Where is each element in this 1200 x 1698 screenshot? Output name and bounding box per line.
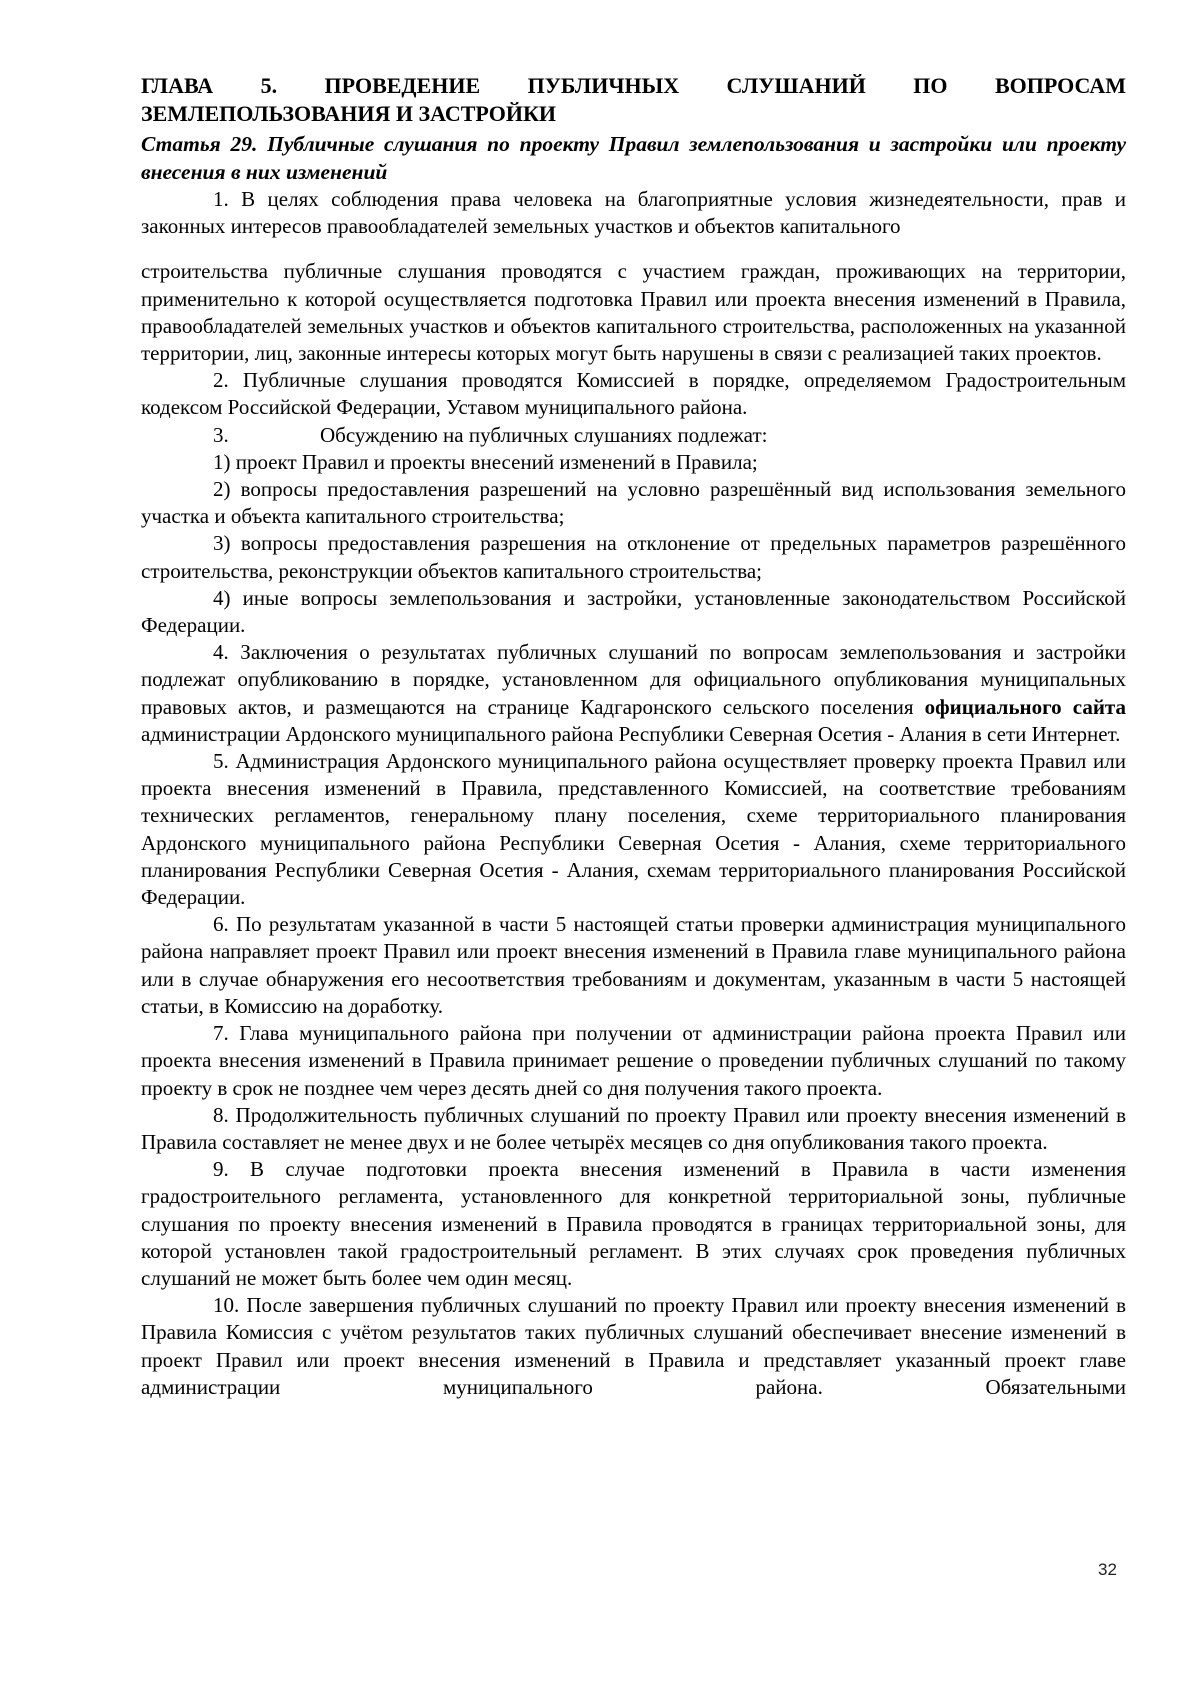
paragraph-4-text: 4. Заключения о результатах публичных слушаний по вопросам землепользования и застройки подлежат опубликованию в порядке, установленном для официального опубликования муниципальных правовых актов, и размещаются на странице Кадгаронского сельского поселения xyxy=(141,640,1126,719)
chapter-heading xyxy=(141,72,1126,128)
list-item: 2) вопросы предоставления разрешений на условно разрешённый вид использования земельного участка и объекта капитального строительства; xyxy=(141,477,1126,529)
list-item: 4) иные вопросы землепользования и застройки, установленные законодательством Российской Федерации. xyxy=(141,585,1126,638)
text-gap xyxy=(141,240,1126,258)
chapter-heading-line2: ЗЕМЛЕПОЛЬЗОВАНИЯ И ЗАСТРОЙКИ xyxy=(141,101,557,126)
paragraph-7: 7. Глава муниципального района при получении от администрации района проекта Правил или проекта внесения изменений в Правила принимает решение о проведении публичных слушаний по такому проекту в срок не позднее чем через десять дней со дня получения такого проекта. xyxy=(141,1021,1126,1100)
paragraph-8: 8. Продолжительность публичных слушаний по проекту Правил или проекту внесения изменений в Правила составляет не менее двух и не более четырёх месяцев со дня опубликования такого проекта. xyxy=(141,1102,1126,1154)
paragraph-9: 9. В случае подготовки проекта внесения изменений в Правила в части изменения градостроительного регламента, установленного для конкретной территориальной зоны, публичные слушания по проекту внесения изменений в Правила проводятся в границах территориальной зоны, для которой установлен такой градостроительный регламент. В этих случаях срок проведения публичных слушаний не может быть более чем один месяц. xyxy=(141,1157,1126,1290)
chapter-heading-line1: ГЛАВА 5. ПРОВЕДЕНИЕ ПУБЛИЧНЫХ СЛУШАНИЙ ПО ВОПРОСАМ xyxy=(141,73,1126,98)
paragraph-3-text: Обсуждению на публичных слушаниях подлежат: xyxy=(320,422,768,447)
paragraph-5: 5. Администрация Ардонского муниципального района осуществляет проверку проекта Правил или проекта внесения изменений в Правила, представленного Комиссией, на соответствие требованиям технических регламентов, генеральному плану поселения, схеме территориального планирования Ардонского муниципального района Республики Северная Осетия - Алания, схеме территориального планирования Республики Северная Осетия - Алания, схемам территориального планирования Российской Федерации. xyxy=(141,749,1126,910)
list-item: 3) вопросы предоставления разрешения на отклонение от предельных параметров разрешённого строительства, реконструкции объектов капитального строительства; xyxy=(141,531,1126,583)
paragraph-4-text-end: администрации Ардонского муниципального района Республики Северная Осетия - Алания в сети Интернет. xyxy=(141,721,1121,746)
paragraph-6: 6. По результатам указанной в части 5 настоящей статьи проверки администрация муниципального района направляет проект Правил или проект внесения изменений в Правила главе муниципального района или в случае обнаружения его несоответствия требованиям и документам, указанным в части 5 настоящей статьи, в Комиссию на доработку. xyxy=(141,912,1126,1018)
page-content xyxy=(141,72,1126,1401)
paragraph-3-number: 3. xyxy=(213,422,229,447)
article-title: Статья 29. Публичные слушания по проекту Правил землепользования и застройки или проекту внесения в них изменений xyxy=(141,132,1126,184)
paragraph-4 xyxy=(141,639,1126,748)
paragraph-1-part1: 1. В целях соблюдения права человека на благоприятные условия жизнедеятельности, прав и законных интересов правообладателей земельных участков и объектов капитального xyxy=(141,187,1126,239)
paragraph-1-part2: строительства публичные слушания проводятся с участием граждан, проживающих на территории, применительно к которой осуществляется подготовка Правил или проекта внесения изменений в Правила, правообладателей земельных участков и объектов капитального строительства, расположенных на указанной территории, лиц, законные интересы которых могут быть нарушены в связи с реализацией таких проектов. xyxy=(141,259,1126,366)
page-number: 32 xyxy=(1098,1560,1117,1579)
paragraph-2: 2. Публичные слушания проводятся Комиссией в порядке, определяемом Градостроительным кодексом Российской Федерации, Уставом муниципального района. xyxy=(141,368,1126,420)
paragraph-4-bold: официального сайта xyxy=(924,694,1127,719)
list-item: 1) проект Правил и проекты внесений изменений в Правила; xyxy=(213,449,758,474)
paragraph-10: 10. После завершения публичных слушаний по проекту Правил или проекту внесения изменений в Правила Комиссия с учётом результатов таких публичных слушаний обеспечивает внесение изменений в проект Правил или проект внесения изменений в Правила и представляет указанный проект главе администрации муниципального района. Обязательными xyxy=(141,1293,1126,1399)
paragraph-3 xyxy=(141,422,1126,449)
